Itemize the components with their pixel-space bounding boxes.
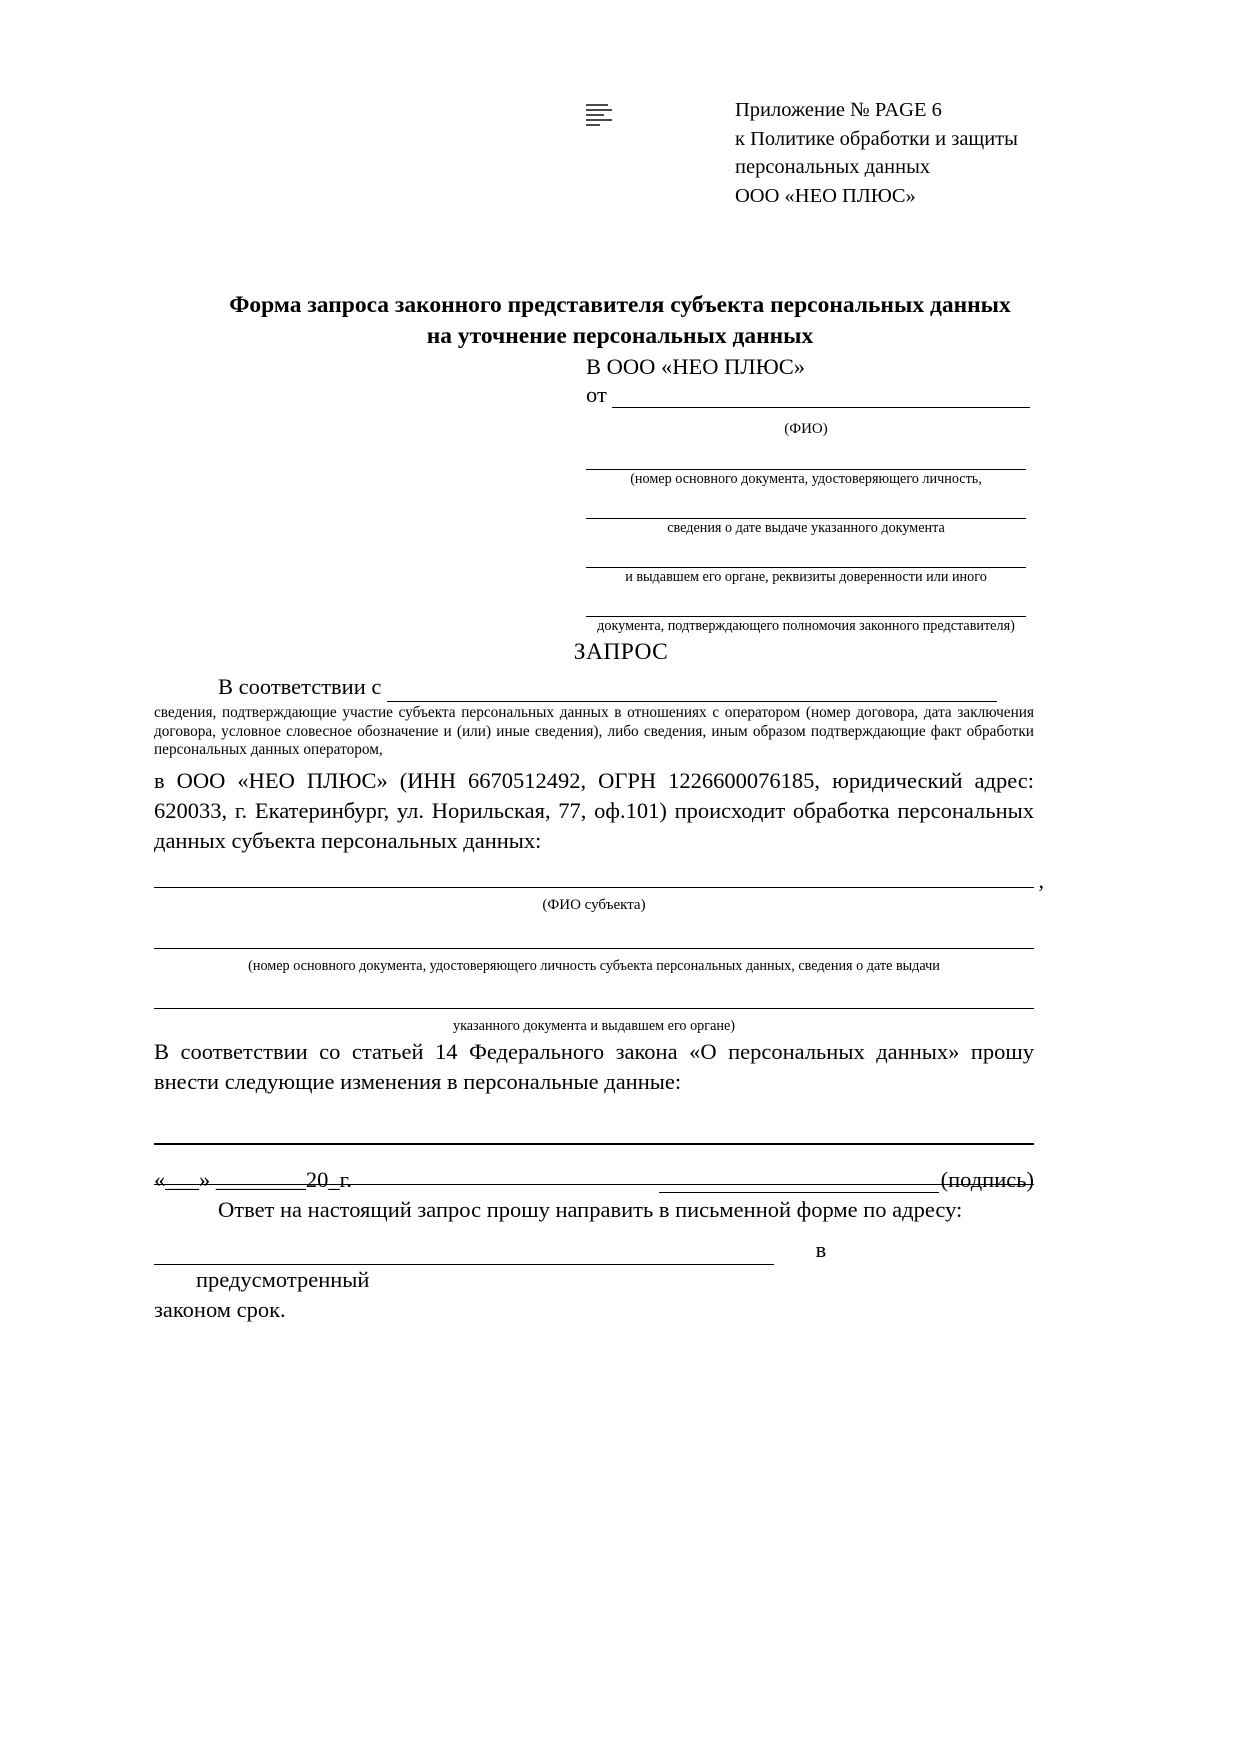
caption-doc-number: (номер основного документа, удостоверяющего личность, <box>630 471 982 487</box>
caption-subject-doc-number: (номер основного документа, удостоверяющего личность субъекта персональных данных, сведения о дате выдачи <box>248 957 940 974</box>
answer-tail-3: законом срок. <box>154 1296 286 1322</box>
answer-address-row <box>154 1235 1034 1295</box>
subject-doc-number-row <box>154 923 1034 957</box>
page-title <box>150 290 1090 352</box>
blank-subject-fio[interactable] <box>154 887 1034 888</box>
document-header <box>0 96 1242 226</box>
blank-doc-date-row <box>586 518 1026 537</box>
appendix-number: Приложение № PAGE 6 <box>735 99 942 121</box>
from-label: от <box>586 382 607 407</box>
subject-doc-issuer-row <box>154 983 1034 1017</box>
representative-details-block <box>586 418 1026 635</box>
in-accordance-blank[interactable] <box>387 701 997 702</box>
caption-signature: (подпись) <box>940 1167 1034 1192</box>
blank-signature[interactable] <box>659 1192 939 1193</box>
addressee: В ООО «НЕО ПЛЮС» <box>586 354 806 379</box>
participation-note: сведения, подтверждающие участие субъекта персональных данных в отношениях с оператором (номер договора, дата заключения договора, условное словесное обозначение и (или) иные сведения), либо сведения, иным образом подтверждающие факт обработки персональных данных оператором, <box>154 704 1034 758</box>
caption-doc-date: сведения о дате выдаче указанного документа <box>667 520 945 536</box>
operator-paragraph: в ООО «НЕО ПЛЮС» (ИНН 6670512492, ОГРН 1226600076185, юридический адрес: 620033, г. Екатеринбург, ул. Норильская, 77, оф.101) происходит обработка персональных данных субъекта персональных данных: <box>154 767 1034 853</box>
blank-subject-doc-issuer[interactable] <box>154 1008 1034 1009</box>
blank-doc-issuer-row <box>586 567 1026 586</box>
page-title-line-1: Форма запроса законного представителя субъекта персональных данных <box>229 292 1011 318</box>
answer-tail-1: в <box>815 1236 827 1262</box>
page-title-line-2: на уточнение персональных данных <box>426 323 814 349</box>
subject-fio-row <box>154 862 1044 896</box>
caption-fio: (ФИО) <box>784 421 828 437</box>
request-heading: ЗАПРОС <box>573 639 669 665</box>
signature-field <box>659 1167 1034 1193</box>
blank-doc-number-row <box>586 469 1026 488</box>
caption-subject-doc-issuer: указанного документа и выдавшем его органе) <box>452 1017 735 1034</box>
answer-paragraph: Ответ на настоящий запрос прошу направить в письменной форме по адресу: <box>218 1196 963 1222</box>
subject-fio-comma: , <box>1038 867 1044 893</box>
appendix-line-4: ООО «НЕО ПЛЮС» <box>735 184 916 207</box>
appendix-line-3: персональных данных <box>735 156 931 178</box>
blank-changes-1[interactable] <box>154 1143 1034 1145</box>
answer-tail-2: предусмотренный <box>196 1266 370 1292</box>
caption-doc-issuer: и выдавшем его органе, реквизиты доверенности или иного <box>625 569 987 585</box>
appendix-line-2: к Политике обработки и защиты <box>735 127 1018 150</box>
in-accordance-row <box>154 672 1034 702</box>
from-row <box>586 382 1036 408</box>
from-fio-blank[interactable] <box>612 407 1030 408</box>
date-stub[interactable]: «___» ________20_г. <box>154 1167 352 1192</box>
blank-doc-authority-row <box>586 616 1026 635</box>
changes-row-1 <box>154 1113 1034 1153</box>
law-paragraph: В соответствии со статьей 14 Федерального закона «О персональных данных» прошу внести следующие изменения в персональные данные: <box>154 1038 1034 1094</box>
blank-subject-doc-number[interactable] <box>154 948 1034 949</box>
caption-fio-subject: (ФИО субъекта) <box>542 896 646 913</box>
document-lines-icon <box>586 104 616 130</box>
blank-answer-address[interactable] <box>154 1264 774 1265</box>
caption-doc-authority: документа, подтверждающего полномочия законного представителя) <box>597 618 1015 634</box>
in-accordance-label: В соответствии с <box>218 674 382 699</box>
appendix-header-text <box>735 96 1215 210</box>
document-body <box>154 672 1044 1325</box>
